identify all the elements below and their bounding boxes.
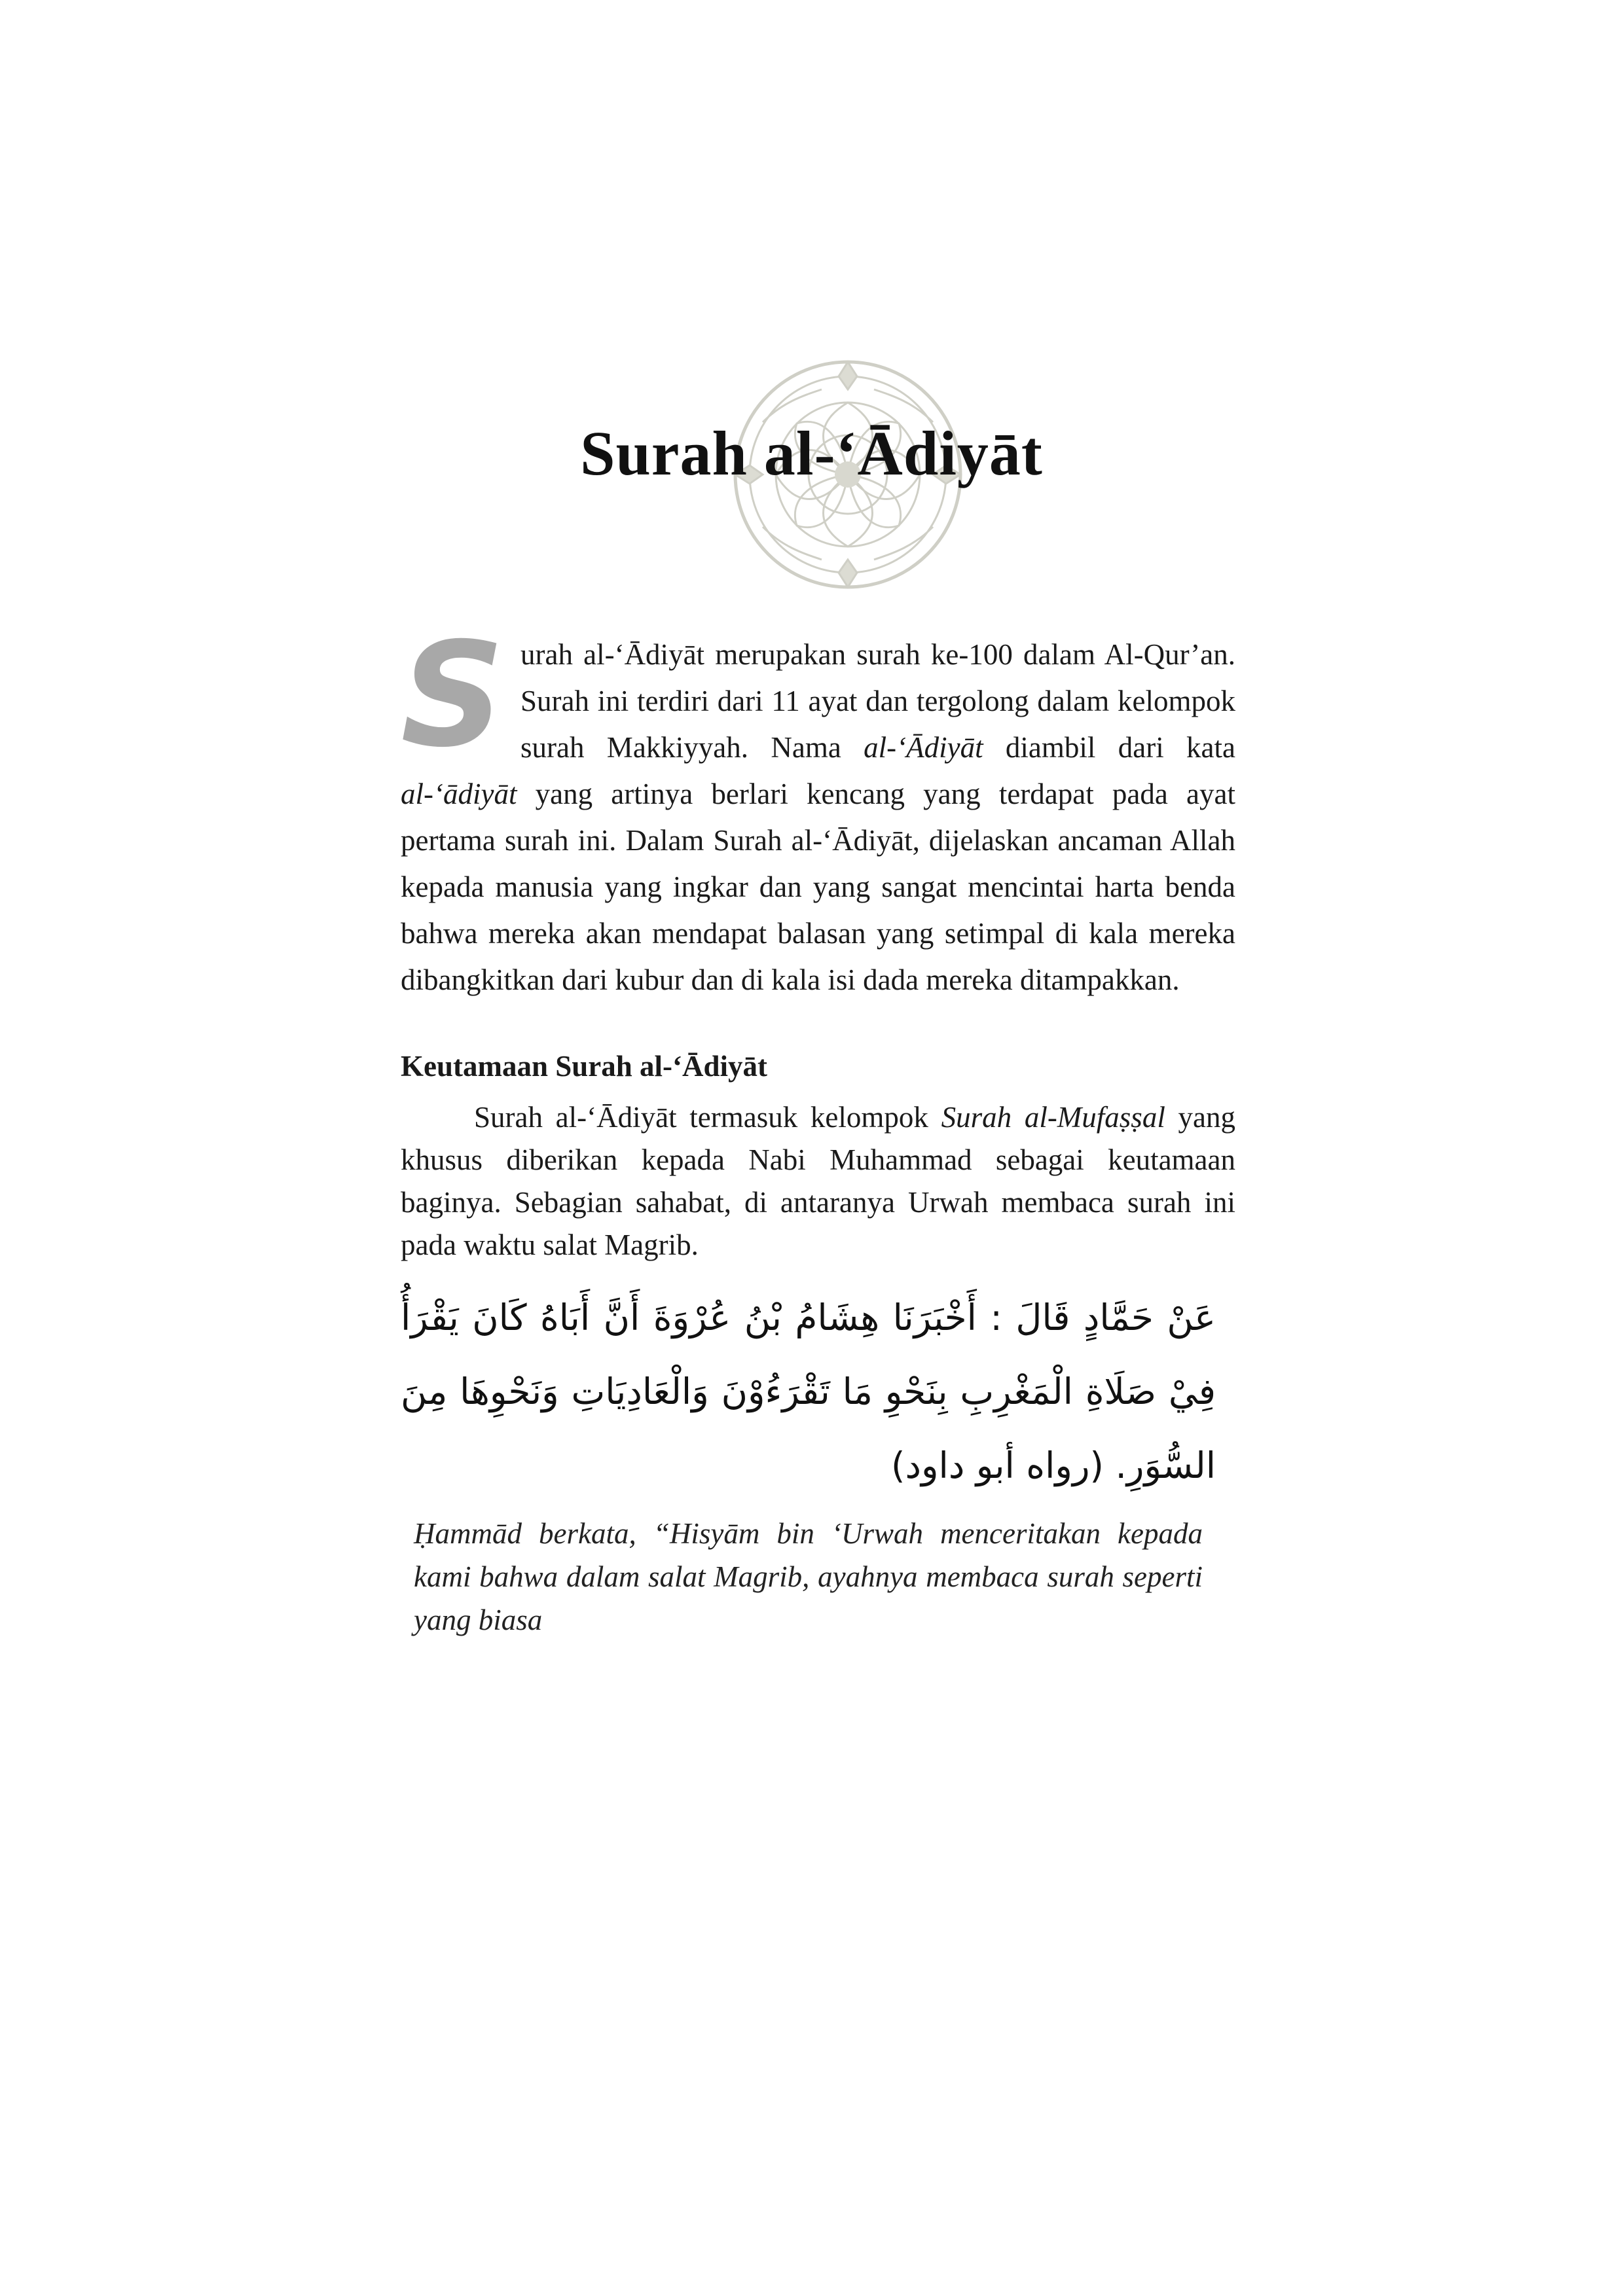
chapter-content: [401, 611, 1235, 1641]
intro-text-2: diambil dari kata: [983, 731, 1235, 764]
intro-paragraph: [401, 611, 1235, 1003]
section-paragraph: [401, 1096, 1235, 1266]
hadith-arabic: عَنْ حَمَّادٍ قَالَ : أَخْبَرَنَا هِشَامُ بْنُ عُرْوَةَ أَنَّ أَبَاهُ كَانَ يَقْرَأُ فِيْ صَلَاةِ الْمَغْرِبِ بِنَحْوِ مَا تَقْرَءُوْنَ وَالْعَادِيَاتِ وَنَحْوِهَا مِنَ السُّوَرِ. (رواه أبو داود): [401, 1297, 1216, 1486]
hadith-translation: Ḥammād berkata, “Hisyām bin ‘Urwah menceritakan kepada kami bahwa dalam salat Magrib, ayahnya membaca surah seperti yang biasa: [414, 1517, 1203, 1636]
chapter-title: Surah al-‘Ādiyāt: [580, 418, 1043, 488]
section-heading: Keutamaan Surah al-‘Ādiyāt: [401, 1050, 768, 1083]
section-italic: Surah al-Mufaṣṣal: [941, 1101, 1165, 1134]
drop-cap: S: [401, 611, 505, 779]
intro-italic-1: al-‘Ādiyāt: [864, 731, 983, 764]
intro-text-1: urah al-‘Ādiyāt merupakan surah ke-100 dalam Al-Qur’an. Surah ini terdiri dari 11 ayat dan tergolong dalam kelompok surah Makkiyyah. Nama: [520, 638, 1235, 764]
section-text-2: yang khusus diberikan kepada Nabi Muhammad sebagai keutamaan baginya. Sebagian sahabat, di antaranya Urwah membaca surah ini pada waktu salat Magrib.: [401, 1101, 1235, 1261]
intro-italic-2: al-‘ādiyāt: [401, 778, 517, 810]
intro-text-3: yang artinya berlari kencang yang terdapat pada ayat pertama surah ini. Dalam Surah al-‘Ādiyāt, dijelaskan ancaman Allah kepada manusia yang ingkar dan yang sangat mencintai harta benda bahwa mereka akan mendapat balasan yang setimpal di kala mereka dibangkitkan dari kubur dan di kala isi dada mereka ditampakkan.: [401, 778, 1235, 996]
section-text-1: Surah al-‘Ādiyāt termasuk kelompok: [474, 1101, 941, 1134]
